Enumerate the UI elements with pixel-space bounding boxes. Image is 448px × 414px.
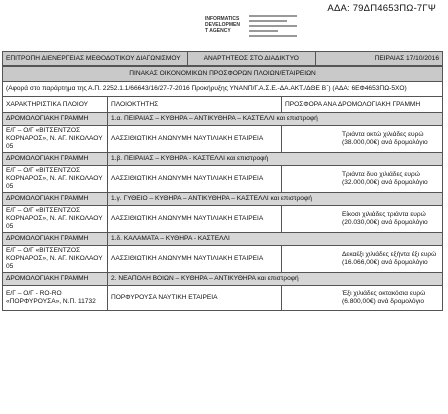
offer-row <box>3 166 443 193</box>
ship-details: Ε/Γ – Ο/Γ «ΒΙΤΣΕΝΤΖΟΣ ΚΟΡΝΑΡΟΣ», Ν. ΑΓ. ΝΙΚΟΛΑΟΥ 05 <box>3 126 108 153</box>
posted-online-note: ΑΝΑΡΤΗΤΕΟΣ ΣΤΟ ΔΙΑΔΙΚΤΥΟ <box>188 52 316 66</box>
route-row <box>3 233 443 246</box>
offer-amount: Έξι χιλιάδες οκτακόσια ευρώ (6.800,00€) ανά δρομολόγιο <box>282 286 443 311</box>
offer-amount: Δεκαέξι χιλιάδες εξήντα έξι ευρώ (16.066,00€) ανά δρομολόγιο <box>282 246 443 273</box>
logo-text: INFORMATICS DEVELOPMEN T AGENCY <box>205 16 241 34</box>
ship-owner: ΛΑΣΣΙΘΙΩΤΙΚΗ ΑΝΩΝΥΜΗ ΝΑΥΤΙΛΙΑΚΗ ΕΤΑΙΡΕΙΑ <box>108 126 282 153</box>
route-name: 1.α. ΠΕΙΡΑΙΑΣ – ΚΥΘΗΡΑ – ΑΝΤΙΚΥΘΗΡΑ – ΚΑΣΤΕΛΛΙ και επιστροφή <box>108 113 443 126</box>
offer-amount: Τριάντα δυο χιλιάδες ευρώ (32.000,00€) ανά δρομολόγιο <box>282 166 443 193</box>
ship-details: Ε/Γ – Ο/Γ «ΒΙΤΣΕΝΤΖΟΣ ΚΟΡΝΑΡΟΣ», Ν. ΑΓ. ΝΙΚΟΛΑΟΥ 05 <box>3 206 108 233</box>
offer-row <box>3 286 443 311</box>
route-name: 2. ΝΕΑΠΟΛΗ ΒΟΙΩΝ – ΚΥΘΗΡΑ – ΑΝΤΙΚΥΘΗΡΑ και επιστροφή <box>108 273 443 286</box>
route-label: ΔΡΟΜΟΛΟΓΙΑΚΗ ΓΡΑΜΜΗ <box>3 113 108 126</box>
offer-row <box>3 206 443 233</box>
reference-note: (Αφορά στο παράρτημα της Α.Π. 2252.1.1/66643/16/27-7-2016 Προκήρυξης ΥΝΑΝΠ/Γ.Α.Σ.Ε.-ΔΑ.ΑΚΤ./ΔΘΕ Β΄) (ΑΔΑ: 6ΕΦ4653ΠΩ-5ΧΟ) <box>3 82 443 97</box>
route-name: 1.γ. ΓΥΘΕΙΟ – ΚΥΘΗΡΑ – ΑΝΤΙΚΥΘΗΡΑ – ΚΑΣΤΕΛΛΙ και επιστροφή <box>108 193 443 206</box>
route-label: ΔΡΟΜΟΛΟΓΙΑΚΗ ΓΡΑΜΜΗ <box>3 233 108 246</box>
column-header-ship: ΧΑΡΑΚΤΗΡΙΣΤΙΚΑ ΠΛΟΙΟΥ <box>3 97 108 113</box>
table-title: ΠΙΝΑΚΑΣ ΟΙΚΟΝΟΜΙΚΩΝ ΠΡΟΣΦΟΡΩΝ ΠΛΟΙΩΝ/ΕΤΑΙΡΕΙΩΝ <box>3 67 443 82</box>
ship-owner: ΛΑΣΣΙΘΙΩΤΙΚΗ ΑΝΩΝΥΜΗ ΝΑΥΤΙΛΙΑΚΗ ΕΤΑΙΡΕΙΑ <box>108 206 282 233</box>
ship-owner: ΛΑΣΣΙΘΙΩΤΙΚΗ ΑΝΩΝΥΜΗ ΝΑΥΤΙΛΙΑΚΗ ΕΤΑΙΡΕΙΑ <box>108 166 282 193</box>
ship-details: Ε/Γ – Ο/Γ - RO-RO «ΠΟΡΦΥΡΟΥΣΑ», Ν.Π. 11732 <box>3 286 108 311</box>
route-name: 1.β. ΠΕΙΡΑΙΑΣ – ΚΥΘΗΡΑ - ΚΑΣΤΕΛΛΙ και επιστροφή <box>108 153 443 166</box>
offer-row <box>3 126 443 153</box>
committee-name: ΕΠΙΤΡΟΠΗ ΔΙΕΝΕΡΓΕΙΑΣ ΜΕΘΟΔΟΤΙΚΟΥ ΔΙΑΓΩΝΙΣΜΟΥ <box>3 52 188 66</box>
offer-amount: Τριάντα οκτώ χιλιάδες ευρώ (38.000,00€) ανά δρομολόγιο <box>282 126 443 153</box>
ship-details: Ε/Γ – Ο/Γ «ΒΙΤΣΕΝΤΖΟΣ ΚΟΡΝΑΡΟΣ», Ν. ΑΓ. ΝΙΚΟΛΑΟΥ 05 <box>3 166 108 193</box>
route-label: ΔΡΟΜΟΛΟΓΙΑΚΗ ΓΡΑΜΜΗ <box>3 193 108 206</box>
route-label: ΔΡΟΜΟΛΟΓΙΑΚΗ ΓΡΑΜΜΗ <box>3 273 108 286</box>
route-name: 1.δ. ΚΑΛΑΜΑΤΑ – ΚΥΘΗΡΑ - ΚΑΣΤΕΛΛΙ <box>108 233 443 246</box>
informatics-agency-logo <box>205 12 300 44</box>
column-header-offer: ΠΡΟΣΦΟΡΑ ΑΝΑ ΔΡΟΜΟΛΟΓΙΑΚΗ ΓΡΑΜΜΗ <box>282 97 443 113</box>
place-date: ΠΕΙΡΑΙΑΣ 17/10/2016 <box>315 52 443 66</box>
offer-amount: Είκοσι χιλιάδες τριάντα ευρώ (20.030,00€) ανά δρομολόγιο <box>282 206 443 233</box>
column-header-owner: ΠΛΟΙΟΚΤΗΤΗΣ <box>108 97 282 113</box>
route-row <box>3 193 443 206</box>
offers-document <box>2 51 443 311</box>
ship-owner: ΛΑΣΣΙΘΙΩΤΙΚΗ ΑΝΩΝΥΜΗ ΝΑΥΤΙΛΙΑΚΗ ΕΤΑΙΡΕΙΑ <box>108 246 282 273</box>
logo-address-lines <box>249 15 297 40</box>
ada-code: ΑΔΑ: 79ΔΠ4653ΠΩ-7ΓΨ <box>327 3 436 14</box>
route-label: ΔΡΟΜΟΛΟΓΙΑΚΗ ΓΡΑΜΜΗ <box>3 153 108 166</box>
ship-details: Ε/Γ – Ο/Γ «ΒΙΤΣΕΝΤΖΟΣ ΚΟΡΝΑΡΟΣ», Ν. ΑΓ. ΝΙΚΟΛΑΟΥ 05 <box>3 246 108 273</box>
offer-row <box>3 246 443 273</box>
document-header <box>2 51 443 66</box>
route-row <box>3 153 443 166</box>
offers-table <box>2 66 443 311</box>
ship-owner: ΠΟΡΦΥΡΟΥΣΑ ΝΑΥΤΙΚΗ ΕΤΑΙΡΕΙΑ <box>108 286 282 311</box>
route-row <box>3 273 443 286</box>
route-row <box>3 113 443 126</box>
